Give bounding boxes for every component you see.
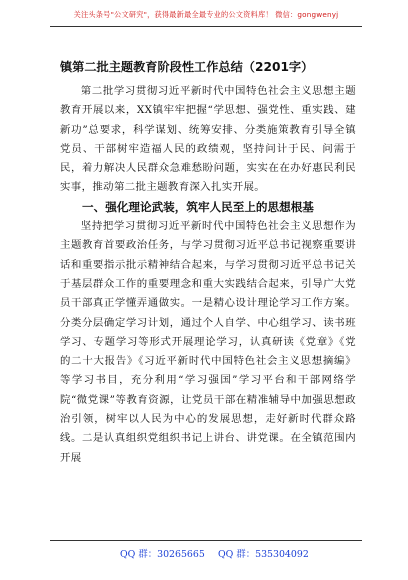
footer-qq-group-1: QQ 群：30265665	[120, 549, 205, 560]
header-divider	[50, 26, 362, 27]
footer-qq-group-2: QQ 群：535304092	[218, 549, 309, 560]
section-1-paragraph: 坚持把学习贯彻习近平新时代中国特色社会主义思想作为主题教育首要政治任务，与学习贯彻习近平总书记视察重要讲话和重要指示批示精神结合起来，与学习贯彻习近平总书记关于基层群众工作的重要理念和重大实践结合起来，引导广大党员干部真正学懂弄通做实。一是精心设计理论学习工作方案。分类分层确定学习计划，通过个人自学、中心组学习、读书班学习、专题学习等形式开展理论学习，认真研读《党章》《党的二十大报告》《习近平新时代中国特色社会主义思想摘编》等学习书目，充分利用“学习强国”学习平台和干部网络学院“微党课”等教育资源，让党员干部在精准辅导中加强思想政治引领，树牢以人民为中心的发展思想，走好新时代群众路线。二是认真组织党组织书记上讲台、讲党课。在全镇范围内开展	[60, 220, 356, 464]
header-banner: 关注头条号"公文研究"，获得最新最全最专业的公文资料库！ 微信：gongwenyj	[73, 10, 339, 19]
intro-paragraph: 第二批学习贯彻习近平新时代中国特色社会主义思想主题教育开展以来，XX镇牢牢把握“学思想、强党性、重实践、建新功”总要求，科学谋划、统筹安排、分类施策教育引导全镇党员、干部树牢造福人民的政绩观，坚持问计于民、问需于民，着力解决人民群众急难愁盼问题，实实在在办好惠民利民实事，推动第二批主题教育深入扎实开展。	[60, 85, 356, 194]
document-body	[60, 82, 356, 468]
document-title: 镇第二批主题教育阶段性工作总结（2201字）	[60, 60, 314, 74]
footer-divider	[50, 540, 362, 541]
section-heading-1: 一、强化理论武装，筑牢人民至上的思想根基	[82, 199, 314, 214]
